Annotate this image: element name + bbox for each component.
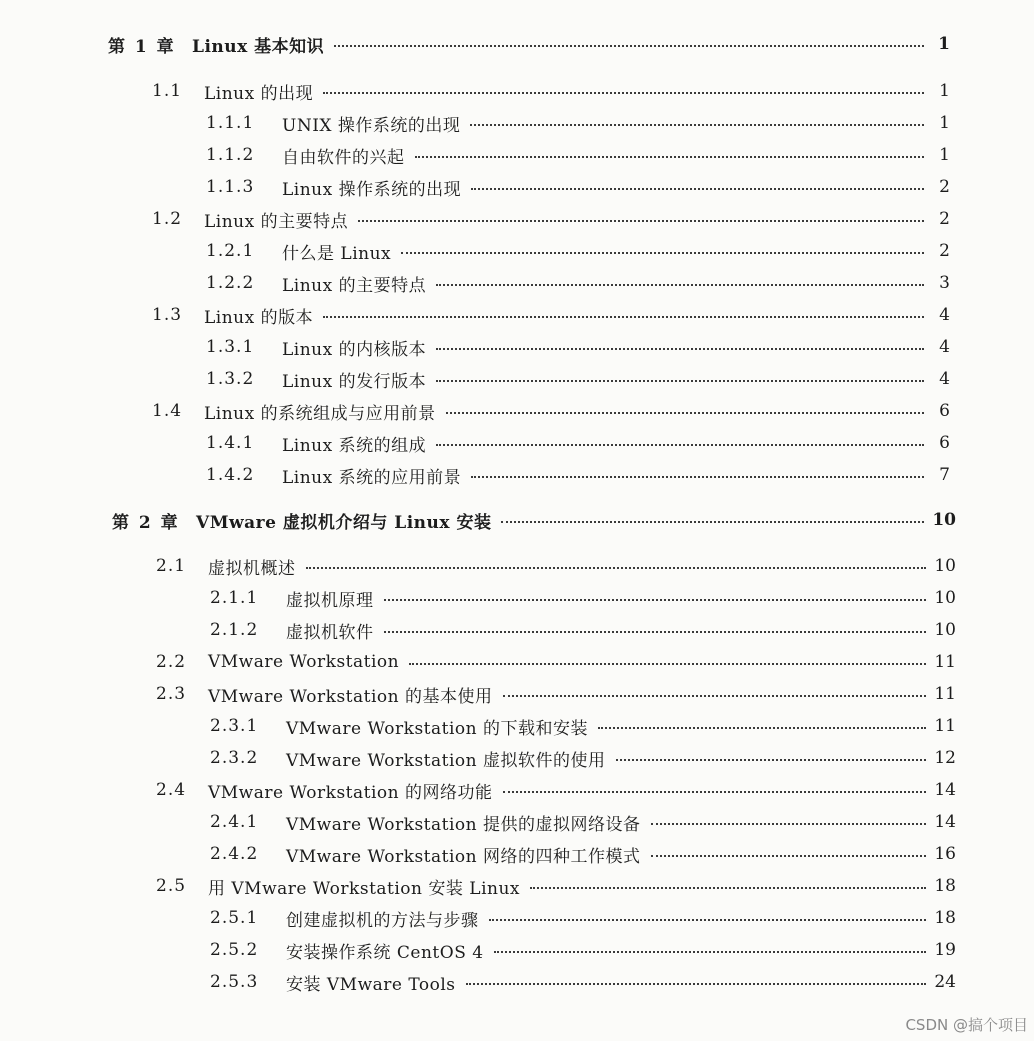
toc-entry-page: 10 bbox=[932, 510, 956, 530]
toc-dot-leader bbox=[415, 156, 925, 158]
toc-dot-leader bbox=[446, 412, 924, 414]
toc-entry-sec bbox=[156, 681, 956, 707]
toc-dot-leader bbox=[466, 983, 927, 985]
toc-entry-page: 2 bbox=[939, 177, 950, 197]
toc-entry-page: 1 bbox=[939, 81, 950, 101]
toc-dot-leader bbox=[470, 124, 924, 126]
toc-dot-leader bbox=[409, 663, 926, 665]
toc-entry-sub bbox=[210, 841, 956, 867]
toc-entry-page: 24 bbox=[934, 972, 956, 992]
toc-entry-title: 创建虚拟机的方法与步骤 bbox=[286, 910, 479, 931]
toc-entry-title: Linux 基本知识 bbox=[192, 36, 325, 57]
toc-entry-number: 1.4 bbox=[152, 401, 183, 421]
toc-entry-sec bbox=[152, 206, 950, 232]
toc-entry-sec bbox=[156, 873, 956, 899]
toc-dot-leader bbox=[501, 521, 924, 523]
toc-entry-number: 2.5.2 bbox=[210, 940, 259, 960]
toc-entry-title: Linux 的出现 bbox=[204, 83, 314, 104]
toc-entry-page: 6 bbox=[939, 433, 950, 453]
toc-entry-sec bbox=[152, 78, 950, 104]
toc-dot-leader bbox=[530, 887, 926, 889]
toc-entry-title: Linux 系统的应用前景 bbox=[282, 467, 462, 488]
toc-entry-title: 虚拟机概述 bbox=[208, 558, 296, 579]
toc-entry-page: 19 bbox=[934, 940, 956, 960]
toc-entry-page: 10 bbox=[934, 556, 956, 576]
toc-entry-sub bbox=[210, 617, 956, 643]
toc-entry-title: 虚拟机软件 bbox=[286, 622, 374, 643]
toc-entry-title: VMware Workstation 的下载和安装 bbox=[286, 718, 588, 739]
toc-dot-leader bbox=[616, 759, 927, 761]
toc-entry-title: VMware Workstation 提供的虚拟网络设备 bbox=[286, 814, 641, 835]
toc-entry-number: 2.4.2 bbox=[210, 844, 259, 864]
toc-entry-sec bbox=[152, 398, 950, 424]
toc-entry-title: VMware Workstation 的基本使用 bbox=[208, 686, 493, 707]
toc-dot-leader bbox=[384, 599, 927, 601]
toc-entry-title: 用 VMware Workstation 安装 Linux bbox=[208, 878, 521, 899]
toc-entry-sec bbox=[152, 302, 950, 328]
csdn-watermark: CSDN @搞个项目 bbox=[905, 1016, 1028, 1034]
toc-entry-title: VMware Workstation 的网络功能 bbox=[208, 782, 493, 803]
toc-entry-number: 2.5.1 bbox=[210, 908, 259, 928]
toc-entry-sub bbox=[210, 969, 956, 995]
toc-entry-sub bbox=[206, 366, 950, 392]
toc-entry-sub bbox=[206, 174, 950, 200]
toc-entry-sub bbox=[206, 430, 950, 456]
toc-entry-title: VMware 虚拟机介绍与 Linux 安装 bbox=[196, 512, 492, 533]
toc-entry-number: 2.1.1 bbox=[210, 588, 259, 608]
toc-entry-page: 1 bbox=[939, 113, 950, 133]
toc-entry-page: 6 bbox=[939, 401, 950, 421]
toc-dot-leader bbox=[401, 252, 924, 254]
toc-dot-leader bbox=[489, 919, 927, 921]
toc-entry-sub bbox=[210, 937, 956, 963]
toc-entry-number: 2.2 bbox=[156, 652, 187, 672]
toc-entry-title: Linux 的内核版本 bbox=[282, 339, 427, 360]
toc-entry-number: 1.4.1 bbox=[206, 433, 255, 453]
toc-dot-leader bbox=[503, 791, 927, 793]
toc-entry-number: 1.1.3 bbox=[206, 177, 255, 197]
toc-entry-page: 11 bbox=[934, 716, 956, 736]
toc-dot-leader bbox=[436, 284, 924, 286]
toc-entry-number: 1.3.2 bbox=[206, 369, 255, 389]
toc-entry-page: 14 bbox=[934, 780, 956, 800]
toc-entry-number: 1.2.2 bbox=[206, 273, 255, 293]
toc-entry-number: 2.5 bbox=[156, 876, 187, 896]
toc-entry-page: 4 bbox=[939, 337, 950, 357]
toc-entry-title: 自由软件的兴起 bbox=[282, 147, 405, 168]
toc-entry-title: Linux 的发行版本 bbox=[282, 371, 427, 392]
toc-entry-page: 16 bbox=[934, 844, 956, 864]
toc-entry-title: UNIX 操作系统的出现 bbox=[282, 115, 461, 136]
toc-dot-leader bbox=[323, 316, 924, 318]
toc-entry-sub bbox=[210, 905, 956, 931]
toc-dot-leader bbox=[384, 631, 927, 633]
toc-entry-sec bbox=[156, 777, 956, 803]
toc-entry-page: 1 bbox=[938, 34, 950, 54]
toc-entry-sub bbox=[210, 713, 956, 739]
toc-entry-number: 2.1 bbox=[156, 556, 187, 576]
toc-entry-number: 1.1 bbox=[152, 81, 183, 101]
toc-entry-number: 2.1.2 bbox=[210, 620, 259, 640]
toc-entry-page: 18 bbox=[934, 908, 956, 928]
toc-entry-page: 11 bbox=[934, 684, 956, 704]
toc-dot-leader bbox=[436, 444, 924, 446]
toc-entry-title: Linux 系统的组成 bbox=[282, 435, 427, 456]
toc-entry-page: 18 bbox=[934, 876, 956, 896]
toc-entry-number: 1.4.2 bbox=[206, 465, 255, 485]
toc-entry-title: VMware Workstation 虚拟软件的使用 bbox=[286, 750, 606, 771]
toc-dot-leader bbox=[494, 951, 927, 953]
toc-entry-number: 1.2.1 bbox=[206, 241, 255, 261]
toc-entry-page: 3 bbox=[939, 273, 950, 293]
toc-entry-sub bbox=[206, 142, 950, 168]
toc-dot-leader bbox=[598, 727, 926, 729]
toc-entry-sub bbox=[206, 462, 950, 488]
toc-entry-page: 2 bbox=[939, 241, 950, 261]
toc-entry-number: 2.4.1 bbox=[210, 812, 259, 832]
toc-entry-number: 2.3.2 bbox=[210, 748, 259, 768]
toc-entry-sub bbox=[210, 585, 956, 611]
toc-entry-title: Linux 的系统组成与应用前景 bbox=[204, 403, 436, 424]
toc-entry-title: Linux 的主要特点 bbox=[204, 211, 349, 232]
toc-dot-leader bbox=[503, 695, 927, 697]
toc-entry-chapter bbox=[112, 507, 956, 533]
toc-entry-number: 第 1 章 bbox=[108, 36, 176, 57]
toc-entry-number: 2.4 bbox=[156, 780, 187, 800]
toc-entry-title: 虚拟机原理 bbox=[286, 590, 374, 611]
toc-entry-number: 1.1.1 bbox=[206, 113, 255, 133]
toc-entry-page: 12 bbox=[934, 748, 956, 768]
toc-entry-title: Linux 的版本 bbox=[204, 307, 314, 328]
toc-entry-number: 第 2 章 bbox=[112, 512, 180, 533]
toc-entry-title: Linux 的主要特点 bbox=[282, 275, 427, 296]
toc-dot-leader bbox=[323, 92, 924, 94]
toc-dot-leader bbox=[436, 380, 924, 382]
toc-entry-page: 10 bbox=[934, 620, 956, 640]
toc-entry-page: 1 bbox=[939, 145, 950, 165]
toc-entry-title: Linux 操作系统的出现 bbox=[282, 179, 462, 200]
toc-entry-sub bbox=[206, 238, 950, 264]
toc-entry-page: 2 bbox=[939, 209, 950, 229]
toc-entry-number: 2.5.3 bbox=[210, 972, 259, 992]
toc-dot-leader bbox=[471, 476, 924, 478]
toc-entry-page: 10 bbox=[934, 588, 956, 608]
toc-dot-leader bbox=[471, 188, 924, 190]
toc-entry-chapter bbox=[108, 31, 950, 57]
toc-entry-number: 1.3 bbox=[152, 305, 183, 325]
toc-entry-title: VMware Workstation 网络的四种工作模式 bbox=[286, 846, 641, 867]
toc-entry-sub bbox=[206, 334, 950, 360]
toc-entry-title: 什么是 Linux bbox=[282, 243, 392, 264]
toc-entry-sub bbox=[210, 809, 956, 835]
toc-entry-title: VMware Workstation bbox=[208, 652, 400, 672]
toc-dot-leader bbox=[651, 855, 927, 857]
toc-entry-sub bbox=[206, 270, 950, 296]
toc-entry-page: 4 bbox=[939, 305, 950, 325]
toc-entry-number: 1.3.1 bbox=[206, 337, 255, 357]
toc-dot-leader bbox=[436, 348, 924, 350]
toc-entry-page: 4 bbox=[939, 369, 950, 389]
toc-dot-leader bbox=[334, 45, 924, 47]
toc-entry-title: 安装 VMware Tools bbox=[286, 974, 456, 995]
toc-entry-sec bbox=[156, 553, 956, 579]
toc-dot-leader bbox=[306, 567, 927, 569]
toc-entry-sec bbox=[156, 649, 956, 675]
toc-entry-sub bbox=[210, 745, 956, 771]
toc-entry-title: 安装操作系统 CentOS 4 bbox=[286, 942, 484, 963]
toc-dot-leader bbox=[651, 823, 927, 825]
toc-entry-number: 1.1.2 bbox=[206, 145, 255, 165]
toc-dot-leader bbox=[358, 220, 924, 222]
toc-entry-page: 11 bbox=[934, 652, 956, 672]
toc-entry-number: 2.3 bbox=[156, 684, 187, 704]
toc-entry-number: 2.3.1 bbox=[210, 716, 259, 736]
toc-entry-page: 7 bbox=[939, 465, 950, 485]
toc-entry-number: 1.2 bbox=[152, 209, 183, 229]
toc-entry-page: 14 bbox=[934, 812, 956, 832]
toc-entry-sub bbox=[206, 110, 950, 136]
